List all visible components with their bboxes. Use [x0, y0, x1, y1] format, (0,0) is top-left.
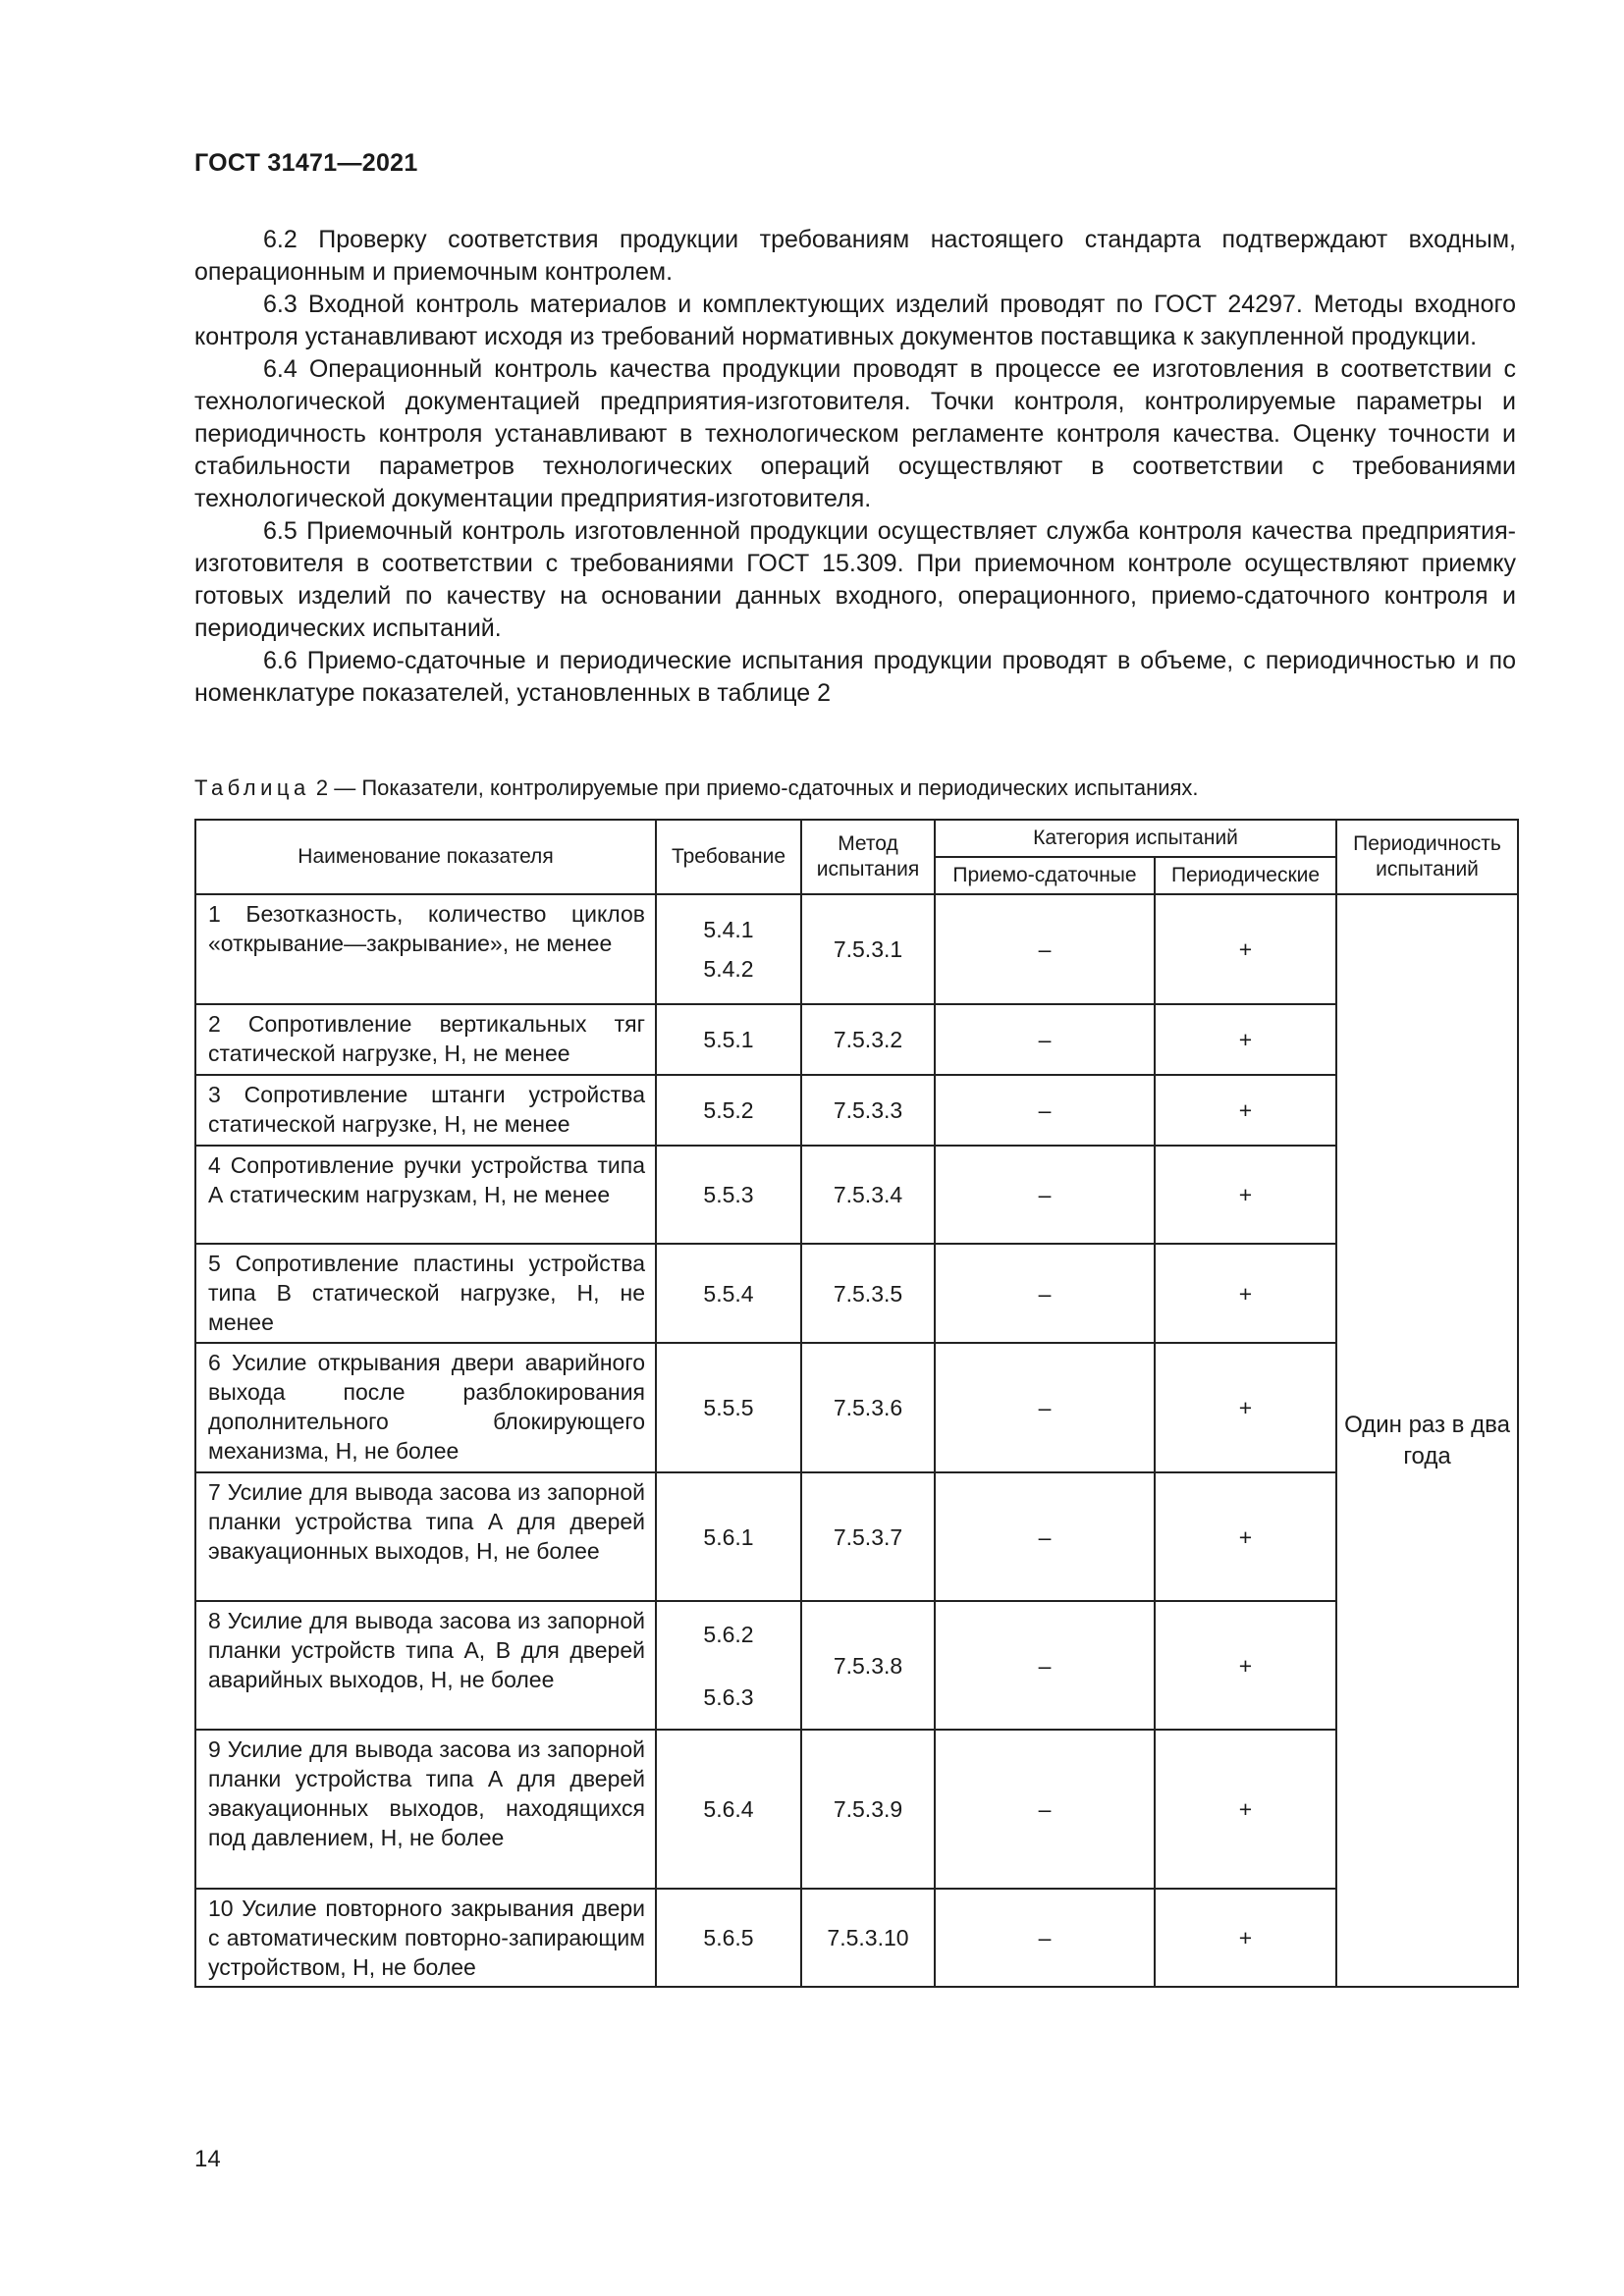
- row-method: 7.5.3.8: [801, 1601, 935, 1730]
- header-periodicity: Периодичность испытаний: [1336, 820, 1518, 894]
- row-method: 7.5.3.5: [801, 1244, 935, 1343]
- row-acceptance: –: [935, 1472, 1155, 1601]
- paragraph-6-6: 6.6 Приемо-сдаточные и периодические испытания продукции проводят в объеме, с периодичностью и по номенклатуре показателей, установленных в таблице 2: [194, 647, 1516, 707]
- header-requirement: Требование: [656, 820, 801, 894]
- row-method: 7.5.3.9: [801, 1730, 935, 1889]
- table-row: [195, 1472, 1518, 1601]
- requirement-ref: 5.6.2: [703, 1621, 754, 1647]
- table-caption-text: 2 — Показатели, контролируемые при приемо-сдаточных и периодических испытаниях.: [309, 775, 1199, 800]
- body-text: [194, 224, 1516, 710]
- row-name: 3 Сопротивление штанги устройства статической нагрузке, Н, не менее: [195, 1075, 656, 1146]
- row-acceptance: –: [935, 1075, 1155, 1146]
- row-requirement: 5.5.1: [656, 1004, 801, 1075]
- row-requirement: [656, 894, 801, 1004]
- row-name: 2 Сопротивление вертикальных тяг статической нагрузке, Н, не менее: [195, 1004, 656, 1075]
- paragraph-6-2: 6.2 Проверку соответствия продукции требованиям настоящего стандарта подтверждают входным, операционным и приемочным контролем.: [194, 226, 1516, 286]
- row-acceptance: –: [935, 894, 1155, 1004]
- table-row: [195, 894, 1518, 1004]
- row-requirement: 5.6.5: [656, 1889, 801, 1987]
- requirement-ref: 5.4.1: [703, 917, 754, 942]
- row-acceptance: –: [935, 1343, 1155, 1472]
- paragraph-6-5: 6.5 Приемочный контроль изготовленной продукции осуществляет служба контроля качества предприятия-изготовителя в соответствии с требованиями ГОСТ 15.309. При приемочном контроле осуществляют приемку готовых изделий по качеству на основании данных входного, операционного, приемо-сдаточного контроля и периодических испытаний.: [194, 517, 1516, 642]
- row-periodic: +: [1155, 1472, 1336, 1601]
- table-row: [195, 1075, 1518, 1146]
- paragraph-6-4: 6.4 Операционный контроль качества продукции проводят в процессе ее изготовления в соответствии с технологической документацией предприятия-изготовителя. Точки контроля, контролируемые параметры и периодичность контроля устанавливают в технологическом регламенте контроля качества. Оценку точности и стабильности параметров технологических операций осуществляют в соответствии с требованиями технологической документации предприятия-изготовителя.: [194, 355, 1516, 512]
- row-method: 7.5.3.3: [801, 1075, 935, 1146]
- row-method: 7.5.3.10: [801, 1889, 935, 1987]
- row-acceptance: –: [935, 1244, 1155, 1343]
- row-name: 4 Сопротивление ручки устройства типа А статическим нагрузкам, Н, не менее: [195, 1146, 656, 1244]
- row-requirement: 5.5.3: [656, 1146, 801, 1244]
- row-requirement: 5.5.2: [656, 1075, 801, 1146]
- row-acceptance: –: [935, 1730, 1155, 1889]
- page-number: 14: [194, 2146, 221, 2172]
- row-requirement: 5.6.4: [656, 1730, 801, 1889]
- row-periodic: +: [1155, 1343, 1336, 1472]
- header-acceptance: Приемо-сдаточные: [935, 857, 1155, 894]
- row-periodic: +: [1155, 1601, 1336, 1730]
- paragraph-6-3: 6.3 Входной контроль материалов и комплектующих изделий проводят по ГОСТ 24297. Методы входного контроля устанавливают исходя из требований нормативных документов поставщика к закупленной продукции.: [194, 291, 1516, 350]
- row-requirement: 5.5.4: [656, 1244, 801, 1343]
- row-requirement: 5.5.5: [656, 1343, 801, 1472]
- row-method: 7.5.3.2: [801, 1004, 935, 1075]
- row-name: 7 Усилие для вывода засова из запорной планки устройства типа А для дверей эвакуационных выходов, Н, не более: [195, 1472, 656, 1601]
- table-row: [195, 1244, 1518, 1343]
- row-name: 1 Безотказность, количество циклов «открывание—закрывание», не менее: [195, 894, 656, 1004]
- table-row: [195, 1004, 1518, 1075]
- header-periodic: Периодические: [1155, 857, 1336, 894]
- table-row: [195, 1343, 1518, 1472]
- row-name: 5 Сопротивление пластины устройства типа В статической нагрузке, Н, не менее: [195, 1244, 656, 1343]
- row-name: 8 Усилие для вывода засова из запорной планки устройств типа А, В для дверей аварийных выходов, Н, не более: [195, 1601, 656, 1730]
- document-code-header: ГОСТ 31471—2021: [194, 149, 418, 177]
- periodicity-value: Один раз в два года: [1336, 894, 1518, 1987]
- row-name: 6 Усилие открывания двери аварийного выхода после разблокирования дополнительного блокирующего механизма, Н, не более: [195, 1343, 656, 1472]
- header-name: Наименование показателя: [195, 820, 656, 894]
- row-method: 7.5.3.1: [801, 894, 935, 1004]
- row-periodic: +: [1155, 894, 1336, 1004]
- row-acceptance: –: [935, 1146, 1155, 1244]
- table-caption: [194, 775, 1516, 801]
- table-row: [195, 1601, 1518, 1730]
- table-caption-label: Таблица: [194, 775, 310, 800]
- requirement-ref: 5.4.2: [703, 956, 754, 982]
- row-periodic: +: [1155, 1075, 1336, 1146]
- row-periodic: +: [1155, 1146, 1336, 1244]
- row-acceptance: –: [935, 1889, 1155, 1987]
- row-method: 7.5.3.6: [801, 1343, 935, 1472]
- table-row: [195, 1889, 1518, 1987]
- requirement-ref: 5.6.3: [703, 1683, 754, 1710]
- row-periodic: +: [1155, 1889, 1336, 1987]
- row-name: 10 Усилие повторного закрывания двери с автоматическим повторно-запирающим устройством, Н, не более: [195, 1889, 656, 1987]
- table-row: [195, 1146, 1518, 1244]
- row-requirement: [656, 1601, 801, 1730]
- row-periodic: +: [1155, 1244, 1336, 1343]
- row-method: 7.5.3.7: [801, 1472, 935, 1601]
- indicators-table: [194, 819, 1519, 1988]
- row-acceptance: –: [935, 1601, 1155, 1730]
- row-periodic: +: [1155, 1730, 1336, 1889]
- row-acceptance: –: [935, 1004, 1155, 1075]
- row-requirement: 5.6.1: [656, 1472, 801, 1601]
- row-periodic: +: [1155, 1004, 1336, 1075]
- row-name: 9 Усилие для вывода засова из запорной планки устройства типа А для дверей эвакуационных выходов, находящихся под давлением, Н, не более: [195, 1730, 656, 1889]
- header-method: Метод испытания: [801, 820, 935, 894]
- header-category: Категория испытаний: [935, 820, 1336, 857]
- table-row: [195, 1730, 1518, 1889]
- row-method: 7.5.3.4: [801, 1146, 935, 1244]
